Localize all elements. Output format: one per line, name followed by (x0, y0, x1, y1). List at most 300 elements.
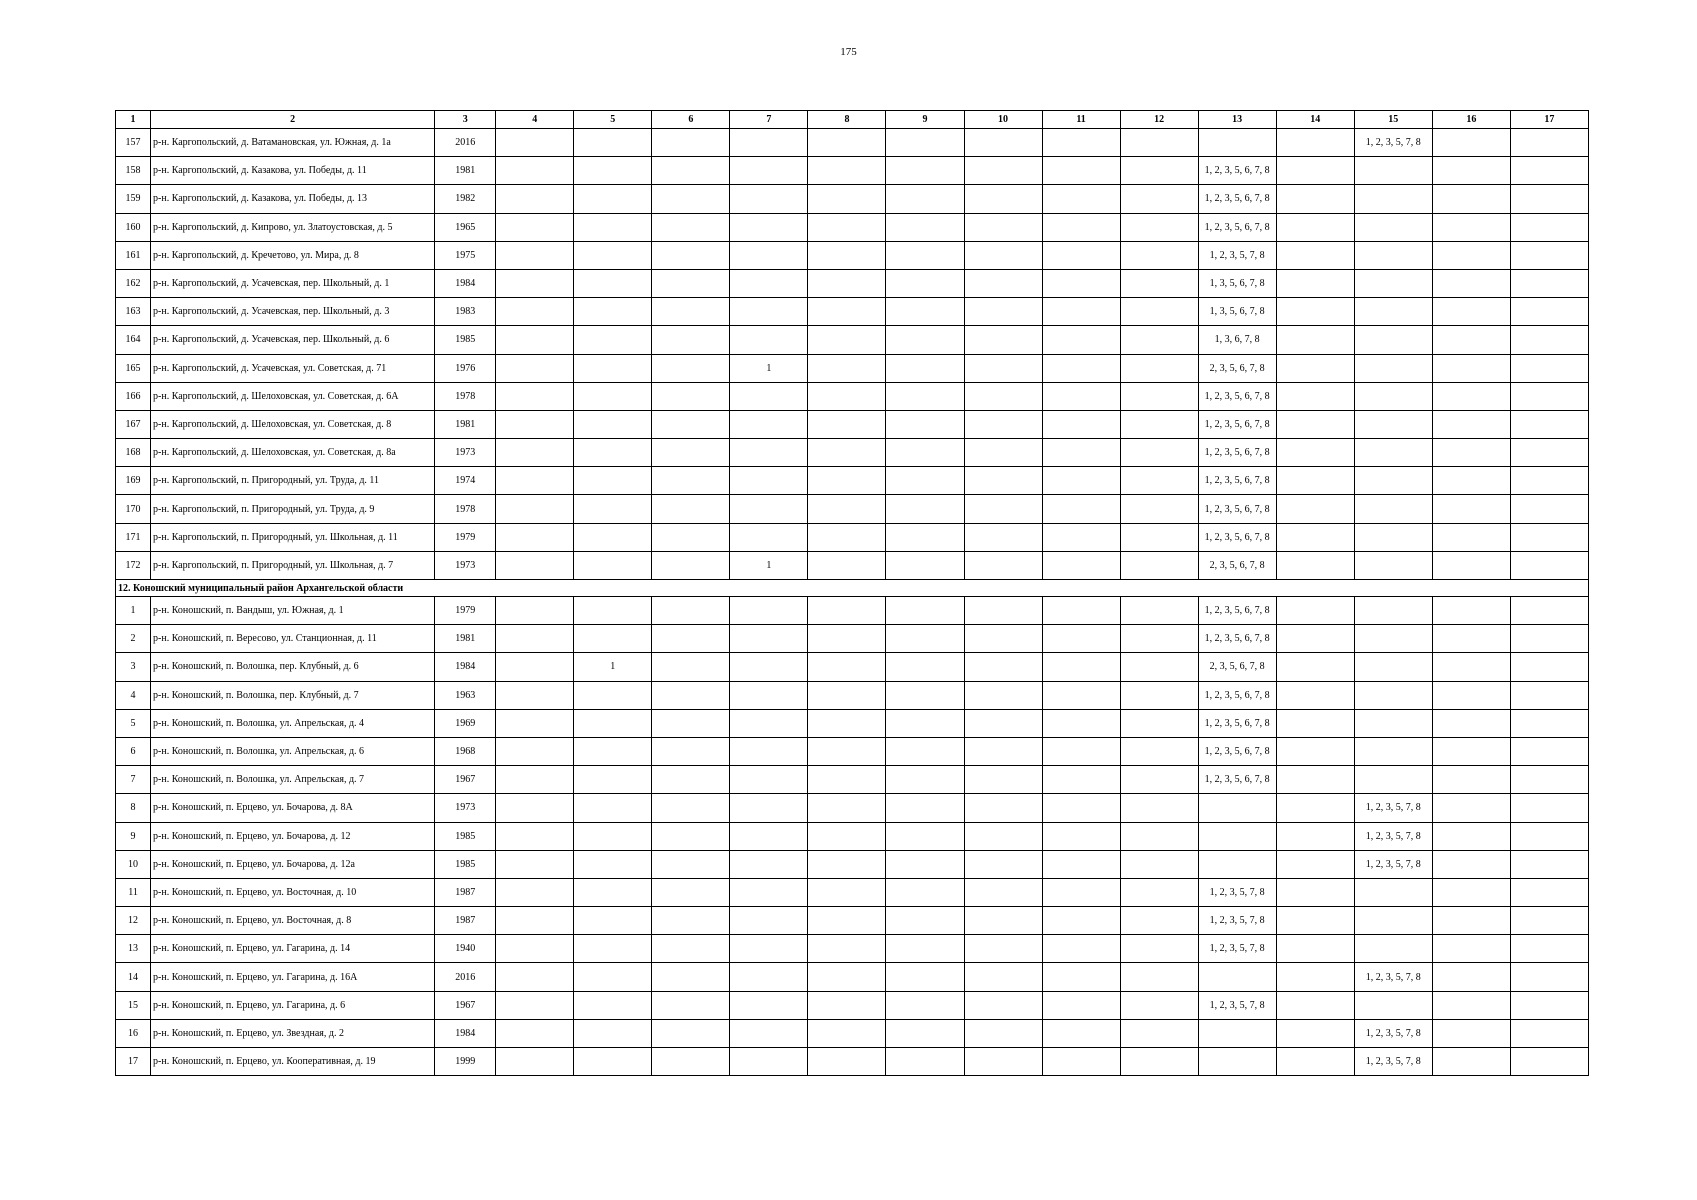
col-13-cell: 1, 2, 3, 5, 6, 7, 8 (1198, 382, 1276, 410)
address-cell: р-н. Каргопольский, д. Кречетово, ул. Мира, д. 8 (151, 241, 435, 269)
col-12-cell (1120, 467, 1198, 495)
col-14-cell (1276, 794, 1354, 822)
col-15-cell (1354, 551, 1432, 579)
col-5-cell (574, 737, 652, 765)
column-header-14: 14 (1276, 111, 1354, 129)
col-17-cell (1510, 551, 1588, 579)
col-9-cell (886, 551, 964, 579)
col-5-cell (574, 1019, 652, 1047)
col-17-cell (1510, 653, 1588, 681)
address-cell: р-н. Коношский, п. Волошка, пер. Клубный, д. 7 (151, 681, 435, 709)
col-17-cell (1510, 850, 1588, 878)
col-16-cell (1432, 354, 1510, 382)
col-7-cell (730, 878, 808, 906)
col-8-cell (808, 935, 886, 963)
col-10-cell (964, 354, 1042, 382)
col-5-cell (574, 382, 652, 410)
col-9-cell (886, 907, 964, 935)
col-15-cell (1354, 439, 1432, 467)
col-10-cell (964, 794, 1042, 822)
col-7-cell (730, 185, 808, 213)
col-16-cell (1432, 382, 1510, 410)
col-16-cell (1432, 157, 1510, 185)
col-10-cell (964, 129, 1042, 157)
row-number-cell: 162 (116, 269, 151, 297)
column-header-12: 12 (1120, 111, 1198, 129)
col-11-cell (1042, 935, 1120, 963)
col-6-cell (652, 213, 730, 241)
col-14-cell (1276, 907, 1354, 935)
row-number-cell: 167 (116, 410, 151, 438)
col-12-cell (1120, 410, 1198, 438)
col-10-cell (964, 551, 1042, 579)
table-row (116, 523, 1589, 551)
table-row (116, 241, 1589, 269)
col-7-cell (730, 129, 808, 157)
col-11-cell (1042, 439, 1120, 467)
col-17-cell (1510, 766, 1588, 794)
address-cell: р-н. Коношский, п. Ерцево, ул. Гагарина, д. 16А (151, 963, 435, 991)
table-row (116, 907, 1589, 935)
col-4-cell (496, 935, 574, 963)
col-10-cell (964, 495, 1042, 523)
col-12-cell (1120, 129, 1198, 157)
col-14-cell (1276, 991, 1354, 1019)
col-7-cell (730, 907, 808, 935)
year-cell: 1967 (435, 766, 496, 794)
table-row (116, 991, 1589, 1019)
col-17-cell (1510, 737, 1588, 765)
col-8-cell (808, 439, 886, 467)
col-8-cell (808, 878, 886, 906)
col-6-cell (652, 850, 730, 878)
year-cell: 1978 (435, 495, 496, 523)
column-header-7: 7 (730, 111, 808, 129)
row-number-cell: 2 (116, 625, 151, 653)
col-5-cell (574, 907, 652, 935)
col-4-cell (496, 963, 574, 991)
address-cell: р-н. Каргопольский, д. Кипрово, ул. Златоустовская, д. 5 (151, 213, 435, 241)
col-15-cell: 1, 2, 3, 5, 7, 8 (1354, 963, 1432, 991)
col-13-cell (1198, 963, 1276, 991)
year-cell: 1984 (435, 653, 496, 681)
col-12-cell (1120, 653, 1198, 681)
column-header-13: 13 (1198, 111, 1276, 129)
col-11-cell (1042, 410, 1120, 438)
col-11-cell (1042, 523, 1120, 551)
col-14-cell (1276, 935, 1354, 963)
col-12-cell (1120, 625, 1198, 653)
col-10-cell (964, 597, 1042, 625)
col-14-cell (1276, 241, 1354, 269)
col-17-cell (1510, 354, 1588, 382)
col-9-cell (886, 523, 964, 551)
col-10-cell (964, 157, 1042, 185)
col-8-cell (808, 298, 886, 326)
col-6-cell (652, 878, 730, 906)
col-9-cell (886, 241, 964, 269)
col-15-cell (1354, 653, 1432, 681)
table-row (116, 794, 1589, 822)
col-11-cell (1042, 1019, 1120, 1047)
table-row (116, 213, 1589, 241)
col-8-cell (808, 991, 886, 1019)
col-5-cell (574, 1048, 652, 1076)
col-16-cell (1432, 410, 1510, 438)
row-number-cell: 4 (116, 681, 151, 709)
row-number-cell: 11 (116, 878, 151, 906)
col-16-cell (1432, 878, 1510, 906)
table-row (116, 467, 1589, 495)
col-11-cell (1042, 766, 1120, 794)
col-9-cell (886, 963, 964, 991)
col-9-cell (886, 410, 964, 438)
col-7-cell (730, 410, 808, 438)
col-6-cell (652, 326, 730, 354)
address-cell: р-н. Коношский, п. Волошка, пер. Клубный, д. 6 (151, 653, 435, 681)
col-9-cell (886, 1019, 964, 1047)
col-16-cell (1432, 326, 1510, 354)
col-17-cell (1510, 523, 1588, 551)
row-number-cell: 170 (116, 495, 151, 523)
col-4-cell (496, 467, 574, 495)
address-cell: р-н. Каргопольский, п. Пригородный, ул. Школьная, д. 11 (151, 523, 435, 551)
col-8-cell (808, 653, 886, 681)
year-cell: 1985 (435, 850, 496, 878)
col-17-cell (1510, 382, 1588, 410)
table-row (116, 766, 1589, 794)
col-17-cell (1510, 709, 1588, 737)
col-10-cell (964, 963, 1042, 991)
col-7-cell (730, 737, 808, 765)
col-10-cell (964, 907, 1042, 935)
col-7-cell (730, 269, 808, 297)
col-10-cell (964, 382, 1042, 410)
col-17-cell (1510, 907, 1588, 935)
col-10-cell (964, 467, 1042, 495)
col-9-cell (886, 850, 964, 878)
col-14-cell (1276, 766, 1354, 794)
col-8-cell (808, 241, 886, 269)
col-10-cell (964, 298, 1042, 326)
col-6-cell (652, 523, 730, 551)
col-6-cell (652, 298, 730, 326)
col-13-cell: 1, 3, 5, 6, 7, 8 (1198, 269, 1276, 297)
col-14-cell (1276, 467, 1354, 495)
table-row (116, 709, 1589, 737)
col-6-cell (652, 597, 730, 625)
col-7-cell (730, 653, 808, 681)
col-14-cell (1276, 523, 1354, 551)
col-6-cell (652, 625, 730, 653)
table-row (116, 878, 1589, 906)
col-16-cell (1432, 439, 1510, 467)
col-13-cell: 1, 2, 3, 5, 6, 7, 8 (1198, 495, 1276, 523)
col-5-cell (574, 991, 652, 1019)
col-13-cell: 1, 2, 3, 5, 6, 7, 8 (1198, 709, 1276, 737)
col-12-cell (1120, 794, 1198, 822)
year-cell: 1981 (435, 410, 496, 438)
col-15-cell (1354, 382, 1432, 410)
col-13-cell: 1, 2, 3, 5, 6, 7, 8 (1198, 597, 1276, 625)
col-14-cell (1276, 1019, 1354, 1047)
col-17-cell (1510, 681, 1588, 709)
table-row (116, 439, 1589, 467)
col-8-cell (808, 1048, 886, 1076)
col-13-cell (1198, 794, 1276, 822)
address-cell: р-н. Каргопольский, д. Шелоховская, ул. Советская, д. 6А (151, 382, 435, 410)
year-cell: 1987 (435, 878, 496, 906)
col-17-cell (1510, 935, 1588, 963)
col-12-cell (1120, 681, 1198, 709)
year-cell: 1987 (435, 907, 496, 935)
col-4-cell (496, 298, 574, 326)
col-13-cell (1198, 850, 1276, 878)
col-7-cell (730, 326, 808, 354)
col-16-cell (1432, 523, 1510, 551)
col-7-cell: 1 (730, 551, 808, 579)
col-16-cell (1432, 495, 1510, 523)
page-number: 175 (840, 46, 857, 58)
col-13-cell: 1, 2, 3, 5, 6, 7, 8 (1198, 185, 1276, 213)
col-7-cell (730, 935, 808, 963)
col-8-cell (808, 597, 886, 625)
col-6-cell (652, 794, 730, 822)
col-16-cell (1432, 850, 1510, 878)
row-number-cell: 166 (116, 382, 151, 410)
col-15-cell (1354, 625, 1432, 653)
table-row (116, 822, 1589, 850)
col-16-cell (1432, 129, 1510, 157)
col-14-cell (1276, 129, 1354, 157)
col-10-cell (964, 326, 1042, 354)
col-11-cell (1042, 185, 1120, 213)
table-row (116, 326, 1589, 354)
col-5-cell (574, 326, 652, 354)
column-header-2: 2 (151, 111, 435, 129)
col-7-cell (730, 850, 808, 878)
address-cell: р-н. Каргопольский, п. Пригородный, ул. Труда, д. 9 (151, 495, 435, 523)
table-row (116, 382, 1589, 410)
col-8-cell (808, 551, 886, 579)
col-10-cell (964, 241, 1042, 269)
address-cell: р-н. Каргопольский, д. Усачевская, пер. Школьный, д. 6 (151, 326, 435, 354)
col-11-cell (1042, 495, 1120, 523)
col-17-cell (1510, 213, 1588, 241)
table-row (116, 185, 1589, 213)
col-4-cell (496, 551, 574, 579)
col-13-cell: 1, 2, 3, 5, 7, 8 (1198, 878, 1276, 906)
col-17-cell (1510, 878, 1588, 906)
table-row (116, 963, 1589, 991)
col-9-cell (886, 467, 964, 495)
col-11-cell (1042, 241, 1120, 269)
col-11-cell (1042, 354, 1120, 382)
col-8-cell (808, 382, 886, 410)
col-5-cell (574, 354, 652, 382)
col-17-cell (1510, 794, 1588, 822)
col-14-cell (1276, 185, 1354, 213)
col-15-cell: 1, 2, 3, 5, 7, 8 (1354, 822, 1432, 850)
col-9-cell (886, 129, 964, 157)
col-5-cell (574, 157, 652, 185)
col-9-cell (886, 766, 964, 794)
year-cell: 1979 (435, 523, 496, 551)
col-5-cell (574, 850, 652, 878)
col-17-cell (1510, 467, 1588, 495)
table-row (116, 410, 1589, 438)
col-17-cell (1510, 157, 1588, 185)
address-cell: р-н. Коношский, п. Ерцево, ул. Бочарова, д. 12а (151, 850, 435, 878)
col-14-cell (1276, 737, 1354, 765)
year-cell: 2016 (435, 963, 496, 991)
col-6-cell (652, 241, 730, 269)
col-9-cell (886, 597, 964, 625)
col-14-cell (1276, 597, 1354, 625)
col-4-cell (496, 241, 574, 269)
col-14-cell (1276, 1048, 1354, 1076)
col-11-cell (1042, 298, 1120, 326)
col-14-cell (1276, 709, 1354, 737)
row-number-cell: 165 (116, 354, 151, 382)
row-number-cell: 159 (116, 185, 151, 213)
col-14-cell (1276, 495, 1354, 523)
table-body (116, 129, 1589, 1076)
col-8-cell (808, 157, 886, 185)
col-10-cell (964, 269, 1042, 297)
col-13-cell: 1, 2, 3, 5, 6, 7, 8 (1198, 157, 1276, 185)
col-4-cell (496, 157, 574, 185)
col-5-cell (574, 681, 652, 709)
col-16-cell (1432, 653, 1510, 681)
col-7-cell (730, 1048, 808, 1076)
address-cell: р-н. Каргопольский, д. Усачевская, пер. Школьный, д. 3 (151, 298, 435, 326)
col-8-cell (808, 681, 886, 709)
col-7-cell (730, 822, 808, 850)
col-7-cell (730, 523, 808, 551)
col-15-cell (1354, 410, 1432, 438)
col-16-cell (1432, 241, 1510, 269)
year-cell: 1984 (435, 1019, 496, 1047)
row-number-cell: 15 (116, 991, 151, 1019)
col-16-cell (1432, 907, 1510, 935)
col-6-cell (652, 737, 730, 765)
col-11-cell (1042, 991, 1120, 1019)
col-8-cell (808, 185, 886, 213)
col-13-cell: 2, 3, 5, 6, 7, 8 (1198, 653, 1276, 681)
col-9-cell (886, 1048, 964, 1076)
col-4-cell (496, 653, 574, 681)
row-number-cell: 169 (116, 467, 151, 495)
col-11-cell (1042, 737, 1120, 765)
row-number-cell: 1 (116, 597, 151, 625)
col-6-cell (652, 157, 730, 185)
column-header-9: 9 (886, 111, 964, 129)
row-number-cell: 12 (116, 907, 151, 935)
col-14-cell (1276, 354, 1354, 382)
year-cell: 1999 (435, 1048, 496, 1076)
col-4-cell (496, 382, 574, 410)
row-number-cell: 168 (116, 439, 151, 467)
col-17-cell (1510, 298, 1588, 326)
col-5-cell (574, 766, 652, 794)
address-cell: р-н. Каргопольский, д. Шелоховская, ул. Советская, д. 8а (151, 439, 435, 467)
address-cell: р-н. Каргопольский, п. Пригородный, ул. Труда, д. 11 (151, 467, 435, 495)
col-8-cell (808, 326, 886, 354)
col-8-cell (808, 354, 886, 382)
col-8-cell (808, 129, 886, 157)
col-15-cell (1354, 709, 1432, 737)
col-15-cell: 1, 2, 3, 5, 7, 8 (1354, 129, 1432, 157)
row-number-cell: 5 (116, 709, 151, 737)
col-15-cell (1354, 597, 1432, 625)
col-5-cell (574, 495, 652, 523)
col-9-cell (886, 157, 964, 185)
table-row (116, 597, 1589, 625)
col-13-cell (1198, 1048, 1276, 1076)
col-10-cell (964, 185, 1042, 213)
year-cell: 1985 (435, 822, 496, 850)
table-row (116, 157, 1589, 185)
section-title: 12. Коношский муниципальный район Архангельской области (116, 580, 1589, 597)
col-4-cell (496, 991, 574, 1019)
col-15-cell (1354, 766, 1432, 794)
col-8-cell (808, 625, 886, 653)
column-header-16: 16 (1432, 111, 1510, 129)
table-row (116, 935, 1589, 963)
row-number-cell: 7 (116, 766, 151, 794)
row-number-cell: 163 (116, 298, 151, 326)
col-15-cell (1354, 298, 1432, 326)
year-cell: 1976 (435, 354, 496, 382)
col-12-cell (1120, 523, 1198, 551)
col-6-cell (652, 935, 730, 963)
col-13-cell: 1, 2, 3, 5, 6, 7, 8 (1198, 523, 1276, 551)
col-13-cell: 1, 2, 3, 5, 7, 8 (1198, 907, 1276, 935)
col-15-cell (1354, 185, 1432, 213)
col-17-cell (1510, 822, 1588, 850)
col-11-cell (1042, 907, 1120, 935)
col-17-cell (1510, 495, 1588, 523)
col-9-cell (886, 625, 964, 653)
col-5-cell (574, 213, 652, 241)
col-4-cell (496, 878, 574, 906)
col-10-cell (964, 878, 1042, 906)
col-7-cell (730, 794, 808, 822)
column-header-15: 15 (1354, 111, 1432, 129)
col-12-cell (1120, 495, 1198, 523)
column-header-17: 17 (1510, 111, 1588, 129)
col-12-cell (1120, 766, 1198, 794)
col-17-cell (1510, 129, 1588, 157)
col-8-cell (808, 737, 886, 765)
col-17-cell (1510, 241, 1588, 269)
col-17-cell (1510, 963, 1588, 991)
column-header-4: 4 (496, 111, 574, 129)
col-11-cell (1042, 157, 1120, 185)
row-number-cell: 161 (116, 241, 151, 269)
col-15-cell (1354, 737, 1432, 765)
address-cell: р-н. Коношский, п. Волошка, ул. Апрельская, д. 7 (151, 766, 435, 794)
year-cell: 1985 (435, 326, 496, 354)
year-cell: 1967 (435, 991, 496, 1019)
col-16-cell (1432, 597, 1510, 625)
col-12-cell (1120, 213, 1198, 241)
col-5-cell (574, 935, 652, 963)
col-16-cell (1432, 766, 1510, 794)
col-7-cell (730, 766, 808, 794)
table-row (116, 129, 1589, 157)
